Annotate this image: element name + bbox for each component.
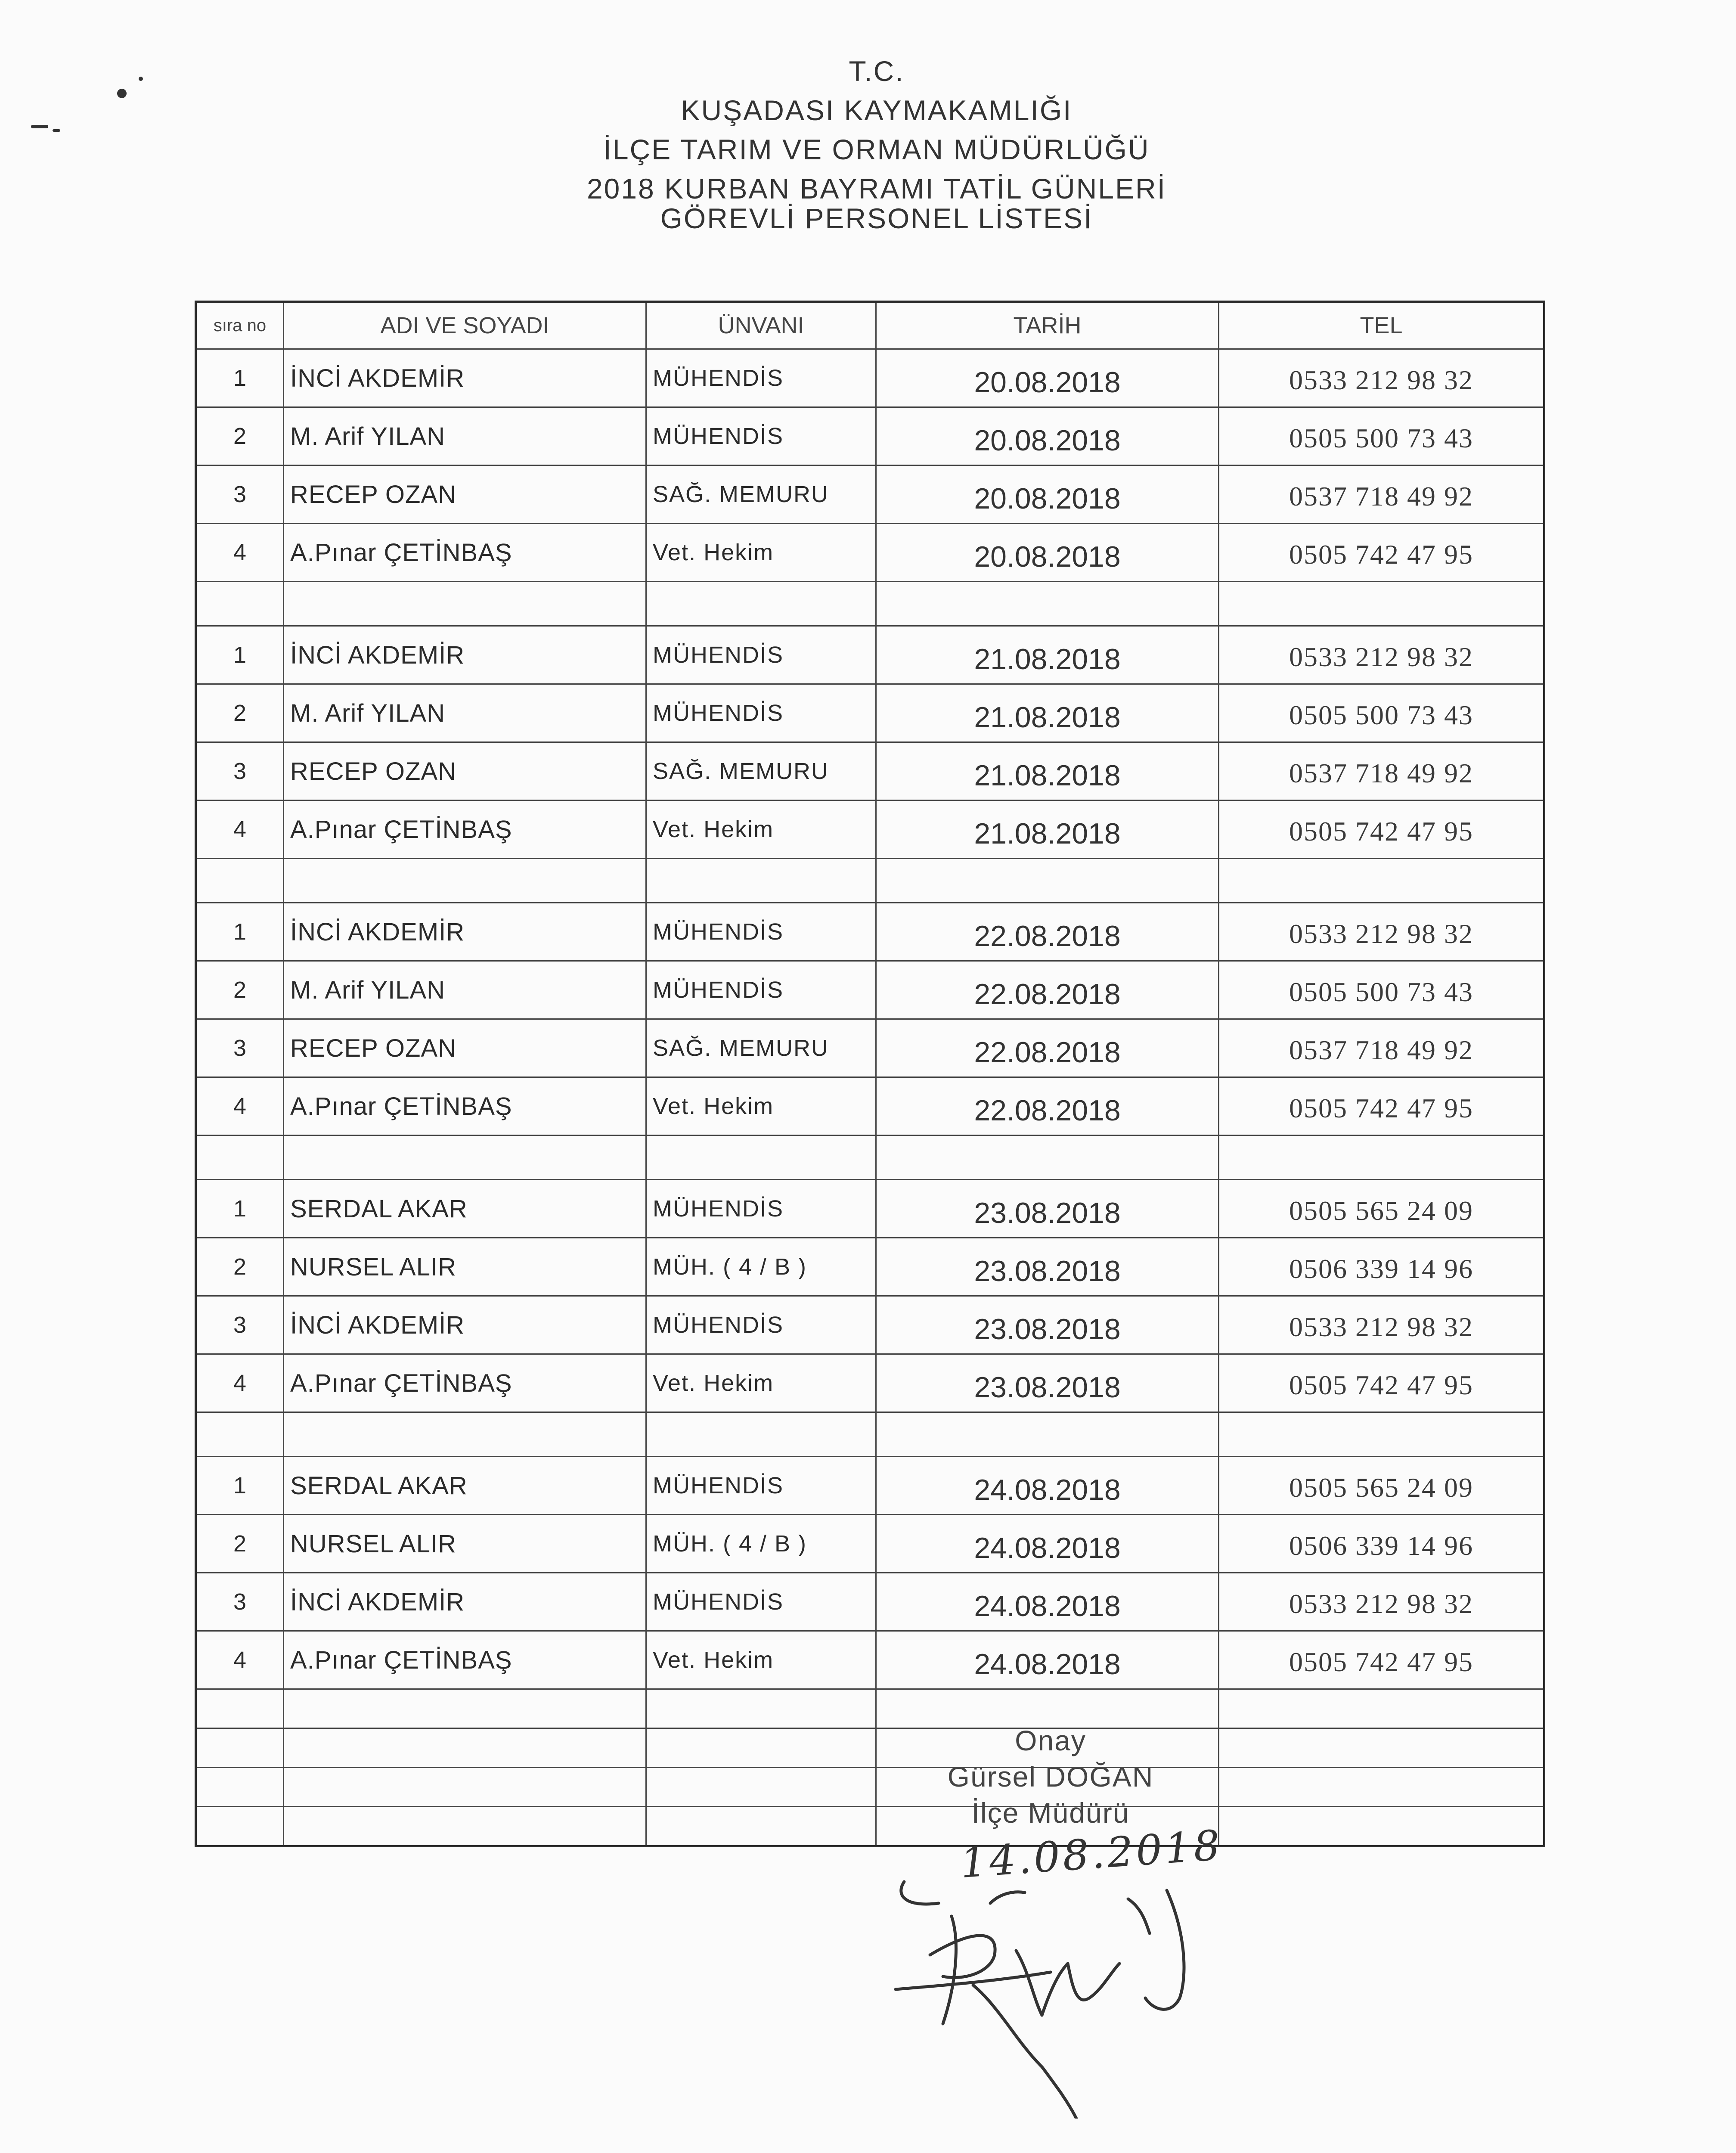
empty-row bbox=[196, 1807, 1544, 1846]
table-row bbox=[196, 1019, 1544, 1077]
person-title: MÜHENDİS bbox=[646, 903, 876, 961]
table-row bbox=[196, 1515, 1544, 1573]
person-title: SAĞ. MEMURU bbox=[646, 1019, 876, 1077]
row-no: 3 bbox=[196, 742, 284, 800]
empty-cell bbox=[196, 1807, 284, 1846]
row-no: 3 bbox=[196, 1296, 284, 1354]
duty-date: 23.08.2018 bbox=[876, 1238, 1219, 1296]
person-name: RECEP OZAN bbox=[284, 742, 646, 800]
person-title: MÜHENDİS bbox=[646, 1457, 876, 1515]
document-header bbox=[0, 52, 1736, 238]
person-title: Vet. Hekim bbox=[646, 1354, 876, 1412]
person-name: İNCİ AKDEMİR bbox=[284, 1573, 646, 1631]
empty-cell bbox=[284, 1728, 646, 1768]
column-header-title: ÜNVANI bbox=[646, 302, 876, 349]
empty-cell bbox=[196, 1768, 284, 1807]
empty-cell bbox=[876, 582, 1219, 626]
phone-number: 0505 742 47 95 bbox=[1219, 1354, 1544, 1412]
empty-cell bbox=[1219, 1728, 1544, 1768]
table-row bbox=[196, 626, 1544, 684]
duty-date: 22.08.2018 bbox=[876, 961, 1219, 1019]
person-title: SAĞ. MEMURU bbox=[646, 465, 876, 524]
person-name: İNCİ AKDEMİR bbox=[284, 1296, 646, 1354]
row-no: 4 bbox=[196, 1354, 284, 1412]
person-name: İNCİ AKDEMİR bbox=[284, 903, 646, 961]
person-title: MÜHENDİS bbox=[646, 407, 876, 465]
person-title: MÜH. ( 4 / B ) bbox=[646, 1238, 876, 1296]
table-row bbox=[196, 684, 1544, 742]
row-no: 2 bbox=[196, 684, 284, 742]
row-no: 2 bbox=[196, 1238, 284, 1296]
duty-date: 22.08.2018 bbox=[876, 903, 1219, 961]
duty-date: 20.08.2018 bbox=[876, 349, 1219, 407]
person-name: M. Arif YILAN bbox=[284, 407, 646, 465]
handwritten-date: 14.08.2018 bbox=[958, 1821, 1224, 1888]
phone-number: 0505 742 47 95 bbox=[1219, 800, 1544, 859]
phone-number: 0505 500 73 43 bbox=[1219, 684, 1544, 742]
column-header-name: ADI VE SOYADI bbox=[284, 302, 646, 349]
person-name: A.Pınar ÇETİNBAŞ bbox=[284, 1631, 646, 1689]
row-no: 3 bbox=[196, 1019, 284, 1077]
empty-cell bbox=[646, 1728, 876, 1768]
person-name: SERDAL AKAR bbox=[284, 1180, 646, 1238]
empty-cell bbox=[876, 1412, 1219, 1457]
empty-cell bbox=[1219, 582, 1544, 626]
empty-cell bbox=[284, 1412, 646, 1457]
person-name: A.Pınar ÇETİNBAŞ bbox=[284, 524, 646, 582]
row-no: 1 bbox=[196, 349, 284, 407]
table-row bbox=[196, 800, 1544, 859]
person-title: Vet. Hekim bbox=[646, 800, 876, 859]
table-row bbox=[196, 407, 1544, 465]
table-row bbox=[196, 524, 1544, 582]
empty-cell bbox=[876, 1135, 1219, 1180]
phone-number: 0533 212 98 32 bbox=[1219, 903, 1544, 961]
table-row bbox=[196, 1238, 1544, 1296]
duty-date: 20.08.2018 bbox=[876, 407, 1219, 465]
header-holiday-title: 2018 KURBAN BAYRAMI TATİL GÜNLERİ bbox=[586, 173, 1167, 205]
table-row bbox=[196, 742, 1544, 800]
approval-label: Onay bbox=[1015, 1725, 1086, 1756]
person-title: Vet. Hekim bbox=[646, 1077, 876, 1135]
header-directorate: İLÇE TARIM VE ORMAN MÜDÜRLÜĞÜ bbox=[603, 133, 1150, 165]
table-row bbox=[196, 1180, 1544, 1238]
approval-block bbox=[887, 1722, 1214, 1831]
empty-row bbox=[196, 1728, 1544, 1768]
duty-date: 22.08.2018 bbox=[876, 1019, 1219, 1077]
person-title: Vet. Hekim bbox=[646, 1631, 876, 1689]
person-name: RECEP OZAN bbox=[284, 465, 646, 524]
duty-date: 21.08.2018 bbox=[876, 800, 1219, 859]
table-row bbox=[196, 349, 1544, 407]
table-row bbox=[196, 1573, 1544, 1631]
duty-date: 20.08.2018 bbox=[876, 524, 1219, 582]
empty-cell bbox=[876, 859, 1219, 903]
table-row bbox=[196, 1077, 1544, 1135]
empty-cell bbox=[284, 1807, 646, 1846]
phone-number: 0537 718 49 92 bbox=[1219, 465, 1544, 524]
table-row bbox=[196, 1354, 1544, 1412]
empty-cell bbox=[1219, 1768, 1544, 1807]
table-row bbox=[196, 961, 1544, 1019]
person-title: MÜH. ( 4 / B ) bbox=[646, 1515, 876, 1573]
phone-number: 0506 339 14 96 bbox=[1219, 1238, 1544, 1296]
empty-cell bbox=[284, 1768, 646, 1807]
phone-number: 0533 212 98 32 bbox=[1219, 1573, 1544, 1631]
duty-date: 21.08.2018 bbox=[876, 626, 1219, 684]
person-title: MÜHENDİS bbox=[646, 684, 876, 742]
table-row bbox=[196, 1296, 1544, 1354]
empty-cell bbox=[646, 1689, 876, 1728]
duty-date: 23.08.2018 bbox=[876, 1354, 1219, 1412]
row-no: 4 bbox=[196, 1077, 284, 1135]
person-name: İNCİ AKDEMİR bbox=[284, 626, 646, 684]
row-no: 4 bbox=[196, 1631, 284, 1689]
person-name: NURSEL ALIR bbox=[284, 1238, 646, 1296]
phone-number: 0505 500 73 43 bbox=[1219, 407, 1544, 465]
person-name: M. Arif YILAN bbox=[284, 684, 646, 742]
column-header-phone: TEL bbox=[1219, 302, 1544, 349]
table-row bbox=[196, 1457, 1544, 1515]
person-title: MÜHENDİS bbox=[646, 1180, 876, 1238]
row-no: 1 bbox=[196, 1180, 284, 1238]
phone-number: 0505 742 47 95 bbox=[1219, 524, 1544, 582]
phone-number: 0505 565 24 09 bbox=[1219, 1457, 1544, 1515]
duty-date: 24.08.2018 bbox=[876, 1573, 1219, 1631]
empty-row bbox=[196, 1689, 1544, 1728]
phone-number: 0506 339 14 96 bbox=[1219, 1515, 1544, 1573]
person-name: SERDAL AKAR bbox=[284, 1457, 646, 1515]
person-title: SAĞ. MEMURU bbox=[646, 742, 876, 800]
empty-cell bbox=[284, 582, 646, 626]
person-name: M. Arif YILAN bbox=[284, 961, 646, 1019]
empty-cell bbox=[196, 1135, 284, 1180]
row-no: 4 bbox=[196, 524, 284, 582]
person-name: RECEP OZAN bbox=[284, 1019, 646, 1077]
empty-cell bbox=[196, 1412, 284, 1457]
duty-date: 23.08.2018 bbox=[876, 1180, 1219, 1238]
empty-cell bbox=[196, 1689, 284, 1728]
phone-number: 0533 212 98 32 bbox=[1219, 1296, 1544, 1354]
row-no: 3 bbox=[196, 1573, 284, 1631]
row-no: 2 bbox=[196, 407, 284, 465]
table-header-row bbox=[196, 302, 1544, 349]
empty-cell bbox=[196, 859, 284, 903]
empty-cell bbox=[284, 859, 646, 903]
phone-number: 0505 742 47 95 bbox=[1219, 1631, 1544, 1689]
person-name: A.Pınar ÇETİNBAŞ bbox=[284, 1077, 646, 1135]
empty-cell bbox=[646, 859, 876, 903]
spacer-row bbox=[196, 859, 1544, 903]
phone-number: 0533 212 98 32 bbox=[1219, 626, 1544, 684]
person-title: MÜHENDİS bbox=[646, 1573, 876, 1631]
row-no: 1 bbox=[196, 903, 284, 961]
duty-date: 21.08.2018 bbox=[876, 684, 1219, 742]
table-row bbox=[196, 465, 1544, 524]
person-name: A.Pınar ÇETİNBAŞ bbox=[284, 800, 646, 859]
spacer-row bbox=[196, 1412, 1544, 1457]
empty-cell bbox=[284, 1135, 646, 1180]
empty-cell bbox=[284, 1689, 646, 1728]
person-title: MÜHENDİS bbox=[646, 626, 876, 684]
phone-number: 0505 500 73 43 bbox=[1219, 961, 1544, 1019]
header-tc: T.C. bbox=[849, 55, 905, 87]
empty-cell bbox=[196, 582, 284, 626]
phone-number: 0537 718 49 92 bbox=[1219, 742, 1544, 800]
person-title: MÜHENDİS bbox=[646, 961, 876, 1019]
duty-date: 21.08.2018 bbox=[876, 742, 1219, 800]
row-no: 2 bbox=[196, 1515, 284, 1573]
approver-name: Gürsel DOĞAN bbox=[947, 1761, 1154, 1793]
empty-cell bbox=[646, 582, 876, 626]
person-title: Vet. Hekim bbox=[646, 524, 876, 582]
empty-cell bbox=[1219, 859, 1544, 903]
row-no: 3 bbox=[196, 465, 284, 524]
empty-cell bbox=[1219, 1412, 1544, 1457]
phone-number: 0505 742 47 95 bbox=[1219, 1077, 1544, 1135]
person-name: A.Pınar ÇETİNBAŞ bbox=[284, 1354, 646, 1412]
row-no: 1 bbox=[196, 1457, 284, 1515]
empty-cell bbox=[1219, 1807, 1544, 1846]
person-title: MÜHENDİS bbox=[646, 349, 876, 407]
phone-number: 0533 212 98 32 bbox=[1219, 349, 1544, 407]
duty-date: 23.08.2018 bbox=[876, 1296, 1219, 1354]
empty-cell bbox=[1219, 1689, 1544, 1728]
approver-role: İlçe Müdürü bbox=[971, 1797, 1130, 1829]
table-row bbox=[196, 903, 1544, 961]
column-header-date: TARİH bbox=[876, 302, 1219, 349]
empty-cell bbox=[196, 1728, 284, 1768]
empty-cell bbox=[646, 1412, 876, 1457]
column-header-no: sıra no bbox=[196, 302, 284, 349]
duty-date: 24.08.2018 bbox=[876, 1631, 1219, 1689]
duty-date: 20.08.2018 bbox=[876, 465, 1219, 524]
empty-cell bbox=[1219, 1135, 1544, 1180]
duty-date: 24.08.2018 bbox=[876, 1457, 1219, 1515]
empty-cell bbox=[646, 1768, 876, 1807]
duty-date: 22.08.2018 bbox=[876, 1077, 1219, 1135]
phone-number: 0505 565 24 09 bbox=[1219, 1180, 1544, 1238]
row-no: 1 bbox=[196, 626, 284, 684]
phone-number: 0537 718 49 92 bbox=[1219, 1019, 1544, 1077]
person-title: MÜHENDİS bbox=[646, 1296, 876, 1354]
header-list-title: GÖREVLİ PERSONEL LİSTESİ bbox=[660, 202, 1093, 234]
row-no: 4 bbox=[196, 800, 284, 859]
spacer-row bbox=[196, 1135, 1544, 1180]
person-name: İNCİ AKDEMİR bbox=[284, 349, 646, 407]
spacer-row bbox=[196, 582, 1544, 626]
duty-date: 24.08.2018 bbox=[876, 1515, 1219, 1573]
header-district-governorship: KUŞADASI KAYMAKAMLIĞI bbox=[681, 94, 1073, 126]
person-name: NURSEL ALIR bbox=[284, 1515, 646, 1573]
empty-row bbox=[196, 1768, 1544, 1807]
duty-personnel-table bbox=[195, 301, 1545, 1847]
empty-cell bbox=[646, 1135, 876, 1180]
table-row bbox=[196, 1631, 1544, 1689]
row-no: 2 bbox=[196, 961, 284, 1019]
signature bbox=[887, 1843, 1240, 2119]
empty-cell bbox=[646, 1807, 876, 1846]
